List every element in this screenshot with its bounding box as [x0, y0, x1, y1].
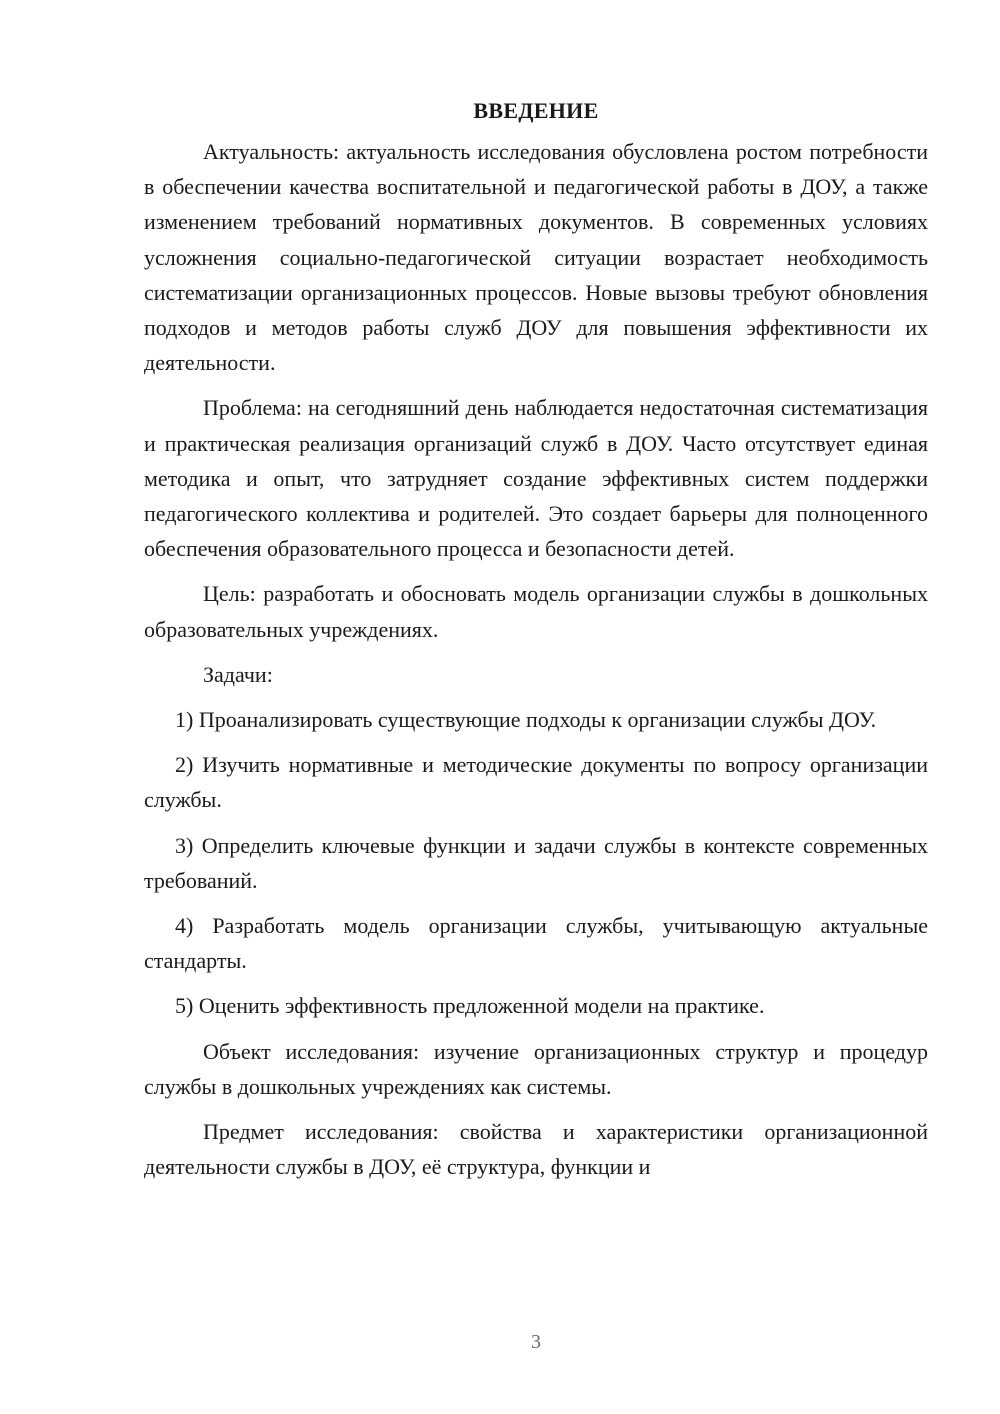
paragraph-relevance: Актуальность: актуальность исследования обусловлена ростом потребности в обеспечении качества воспитательной и педагогической работы в ДОУ, а также изменением требований нормативных документов. В современных условиях усложнения социально-педагогической ситуации возрастает необходимость систематизации организационных процессов. Новые вызовы требуют обновления подходов и методов работы служб ДОУ для повышения эффективности их деятельности.	[144, 139, 928, 376]
paragraph-goal: Цель: разработать и обосновать модель организации службы в дошкольных образовательных учреждениях.	[144, 581, 928, 642]
section-heading: ВВЕДЕНИЕ	[473, 98, 599, 123]
paragraph-problem: Проблема: на сегодняшний день наблюдается недостаточная систематизация и практическая реализация организаций служб в ДОУ. Часто отсутствует единая методика и опыт, что затрудняет создание эффективных систем поддержки педагогического коллектива и родителей. Это создает барьеры для полноценного обеспечения образовательного процесса и безопасности детей.	[144, 395, 928, 562]
tasks-label: Задачи:	[203, 661, 273, 687]
task-item-1: 1) Проанализировать существующие подходы к организации службы ДОУ.	[175, 707, 877, 733]
task-item-5: 5) Оценить эффективность предложенной модели на практике.	[175, 993, 765, 1019]
paragraph-object: Объект исследования: изучение организационных структур и процедур службы в дошкольных учреждениях как системы.	[144, 1038, 928, 1099]
page-number: 3	[531, 1331, 541, 1353]
document-page	[144, 93, 928, 1184]
task-item-3: 3) Определить ключевые функции и задачи службы в контексте современных требований.	[144, 832, 928, 893]
task-item-2: 2) Изучить нормативные и методические документы по вопросу организации службы.	[144, 752, 928, 813]
paragraph-subject: Предмет исследования: свойства и характеристики организационной деятельности службы в ДОУ, её структура, функции и	[144, 1119, 928, 1180]
task-item-4: 4) Разработать модель организации службы, учитывающую актуальные стандарты.	[144, 913, 928, 974]
